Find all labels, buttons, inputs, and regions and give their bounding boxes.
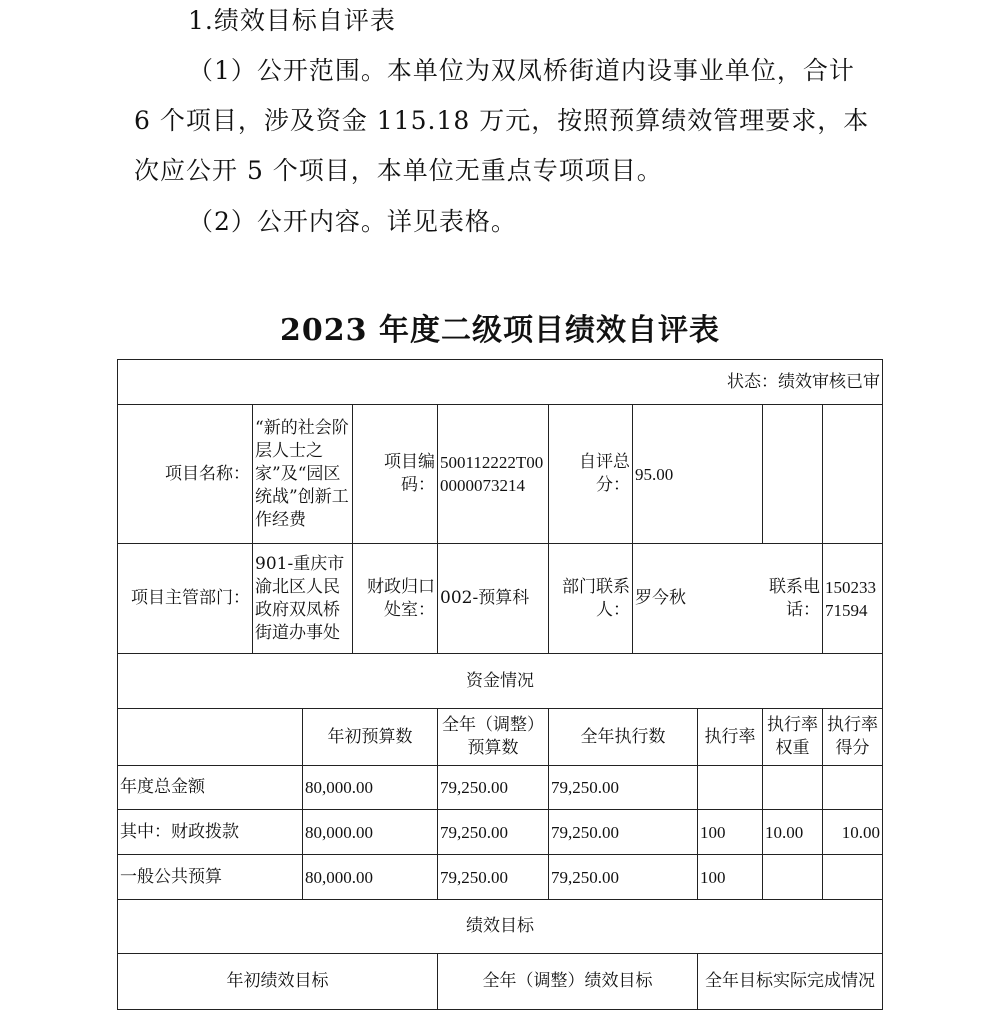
cell-value: 79,250.00 xyxy=(551,778,619,797)
cell-value: 79,250.00 xyxy=(440,822,508,842)
cell-weight xyxy=(763,855,822,899)
table-row xyxy=(118,855,302,899)
cell-value: 80,000.00 xyxy=(305,778,373,797)
cell-initial xyxy=(303,810,437,854)
cell-value: 79,250.00 xyxy=(551,822,619,842)
section-heading: 1.绩效目标自评表 xyxy=(188,6,396,35)
paragraph-scope-line-3: 次应公开 5 个项目，本单位无重点专项项目。 xyxy=(134,156,663,185)
col-header-text: 年初预算数 xyxy=(327,726,413,747)
perf-section-header xyxy=(118,900,882,953)
finance-office-label-cell xyxy=(353,544,437,653)
cell-value: 10.00 xyxy=(765,822,804,842)
phone-cell xyxy=(823,544,882,653)
col-header-rate xyxy=(698,709,762,765)
project-name: “新的社会阶层人士之家”及“园区统战”创新工作经费 xyxy=(255,417,349,530)
cell-value: 100 xyxy=(700,822,726,842)
cell-adjusted xyxy=(438,810,548,854)
cell-weight xyxy=(763,766,822,809)
cell-rate xyxy=(698,766,762,809)
cell-initial xyxy=(303,855,437,899)
contact-label: 部门联系人： xyxy=(562,576,630,620)
project-code: 500112222T000000073214 xyxy=(440,453,544,495)
table-row xyxy=(118,810,302,854)
cell-score xyxy=(823,810,882,854)
project-code-cell xyxy=(438,405,548,543)
col-header-rate-score xyxy=(823,709,882,765)
project-code-label-cell xyxy=(353,405,437,543)
table-line xyxy=(762,404,763,543)
cell-score xyxy=(823,855,882,899)
funds-section-header xyxy=(118,654,882,708)
col-header-adjusted-budget xyxy=(438,709,548,765)
dept-label-cell xyxy=(118,544,252,653)
paragraph-content: （2）公开内容。详见表格。 xyxy=(188,207,517,236)
cell-adjusted xyxy=(438,855,548,899)
dept-name: 901-重庆市渝北区人民政府双凤桥街道办事处 xyxy=(255,553,345,643)
col-header-adjusted-target xyxy=(438,954,697,1009)
cell-score xyxy=(823,766,882,809)
perf-section-title: 绩效目标 xyxy=(466,916,534,936)
dept-label: 项目主管部门： xyxy=(131,588,250,608)
col-header-initial-target xyxy=(118,954,437,1009)
cell-adjusted xyxy=(438,766,548,809)
col-header-rate-weight xyxy=(763,709,822,765)
cell-value: 79,250.00 xyxy=(440,867,508,887)
col-header-actual xyxy=(698,954,882,1009)
table-border-bottom xyxy=(117,1009,883,1010)
project-name-label-cell xyxy=(118,405,252,543)
cell-initial xyxy=(303,766,437,809)
cell-value: 79,250.00 xyxy=(551,867,619,887)
self-score-label-cell xyxy=(549,405,632,543)
status-cell xyxy=(118,360,882,404)
cell-executed xyxy=(549,766,697,809)
self-score: 95.00 xyxy=(635,464,674,484)
funds-section-title: 资金情况 xyxy=(466,670,534,691)
project-code-label: 项目编码： xyxy=(384,452,435,495)
cell-value: 80,000.00 xyxy=(305,822,373,842)
row-label: 一般公共预算 xyxy=(120,866,222,887)
contact-label-cell xyxy=(549,544,632,653)
cell-executed xyxy=(549,855,697,899)
cell-executed xyxy=(549,810,697,854)
cell-value: 100 xyxy=(700,867,726,887)
col-header-text: 全年执行数 xyxy=(580,726,666,747)
table-title: 2023 年度二级项目绩效自评表 xyxy=(280,313,720,348)
project-name-cell xyxy=(253,405,352,543)
finance-office-label: 财政归口处室： xyxy=(367,576,435,620)
col-header-executed xyxy=(549,709,697,765)
cell-value: 80,000.00 xyxy=(305,867,373,887)
paragraph-scope-line-1: （1）公开范围。本单位为双凤桥街道内设事业单位，合计 xyxy=(188,56,855,85)
self-score-label: 自评总分： xyxy=(579,452,630,495)
col-header-text: 年初绩效目标 xyxy=(226,971,329,991)
phone-number: 15023371594 xyxy=(825,577,876,620)
row-label: 年度总金额 xyxy=(120,777,205,797)
contact-cell xyxy=(633,544,762,653)
table-border-right xyxy=(882,359,883,1010)
col-header-text: 执行率权重 xyxy=(767,715,818,758)
status-text: 状态：绩效审核已审 xyxy=(727,371,880,392)
cell-value: 79,250.00 xyxy=(440,778,508,797)
finance-office-cell xyxy=(438,544,548,653)
self-score-cell xyxy=(633,405,762,543)
phone-label-cell xyxy=(763,544,822,653)
col-header-text: 执行率 xyxy=(704,726,756,747)
phone-label: 联系电话： xyxy=(769,576,820,620)
cell-value: 10.00 xyxy=(841,822,880,842)
project-name-label: 项目名称： xyxy=(165,463,250,484)
col-header-text: 全年目标实际完成情况 xyxy=(705,971,875,991)
dept-cell xyxy=(253,544,352,653)
col-header-initial-budget xyxy=(303,709,437,765)
col-header-text: 全年（调整）绩效目标 xyxy=(482,971,653,991)
col-header-text: 全年（调整）预算数 xyxy=(442,715,544,758)
finance-office: 002-预算科 xyxy=(440,588,530,608)
paragraph-scope-line-2: 6 个项目，涉及资金 115.18 万元，按照预算绩效管理要求，本 xyxy=(134,106,870,135)
row-label: 其中：财政拨款 xyxy=(120,821,239,842)
contact-name: 罗今秋 xyxy=(635,588,686,608)
cell-rate xyxy=(698,855,762,899)
cell-weight xyxy=(763,810,822,854)
table-row xyxy=(118,766,302,809)
col-header-text: 执行率得分 xyxy=(827,715,878,758)
cell-rate xyxy=(698,810,762,854)
